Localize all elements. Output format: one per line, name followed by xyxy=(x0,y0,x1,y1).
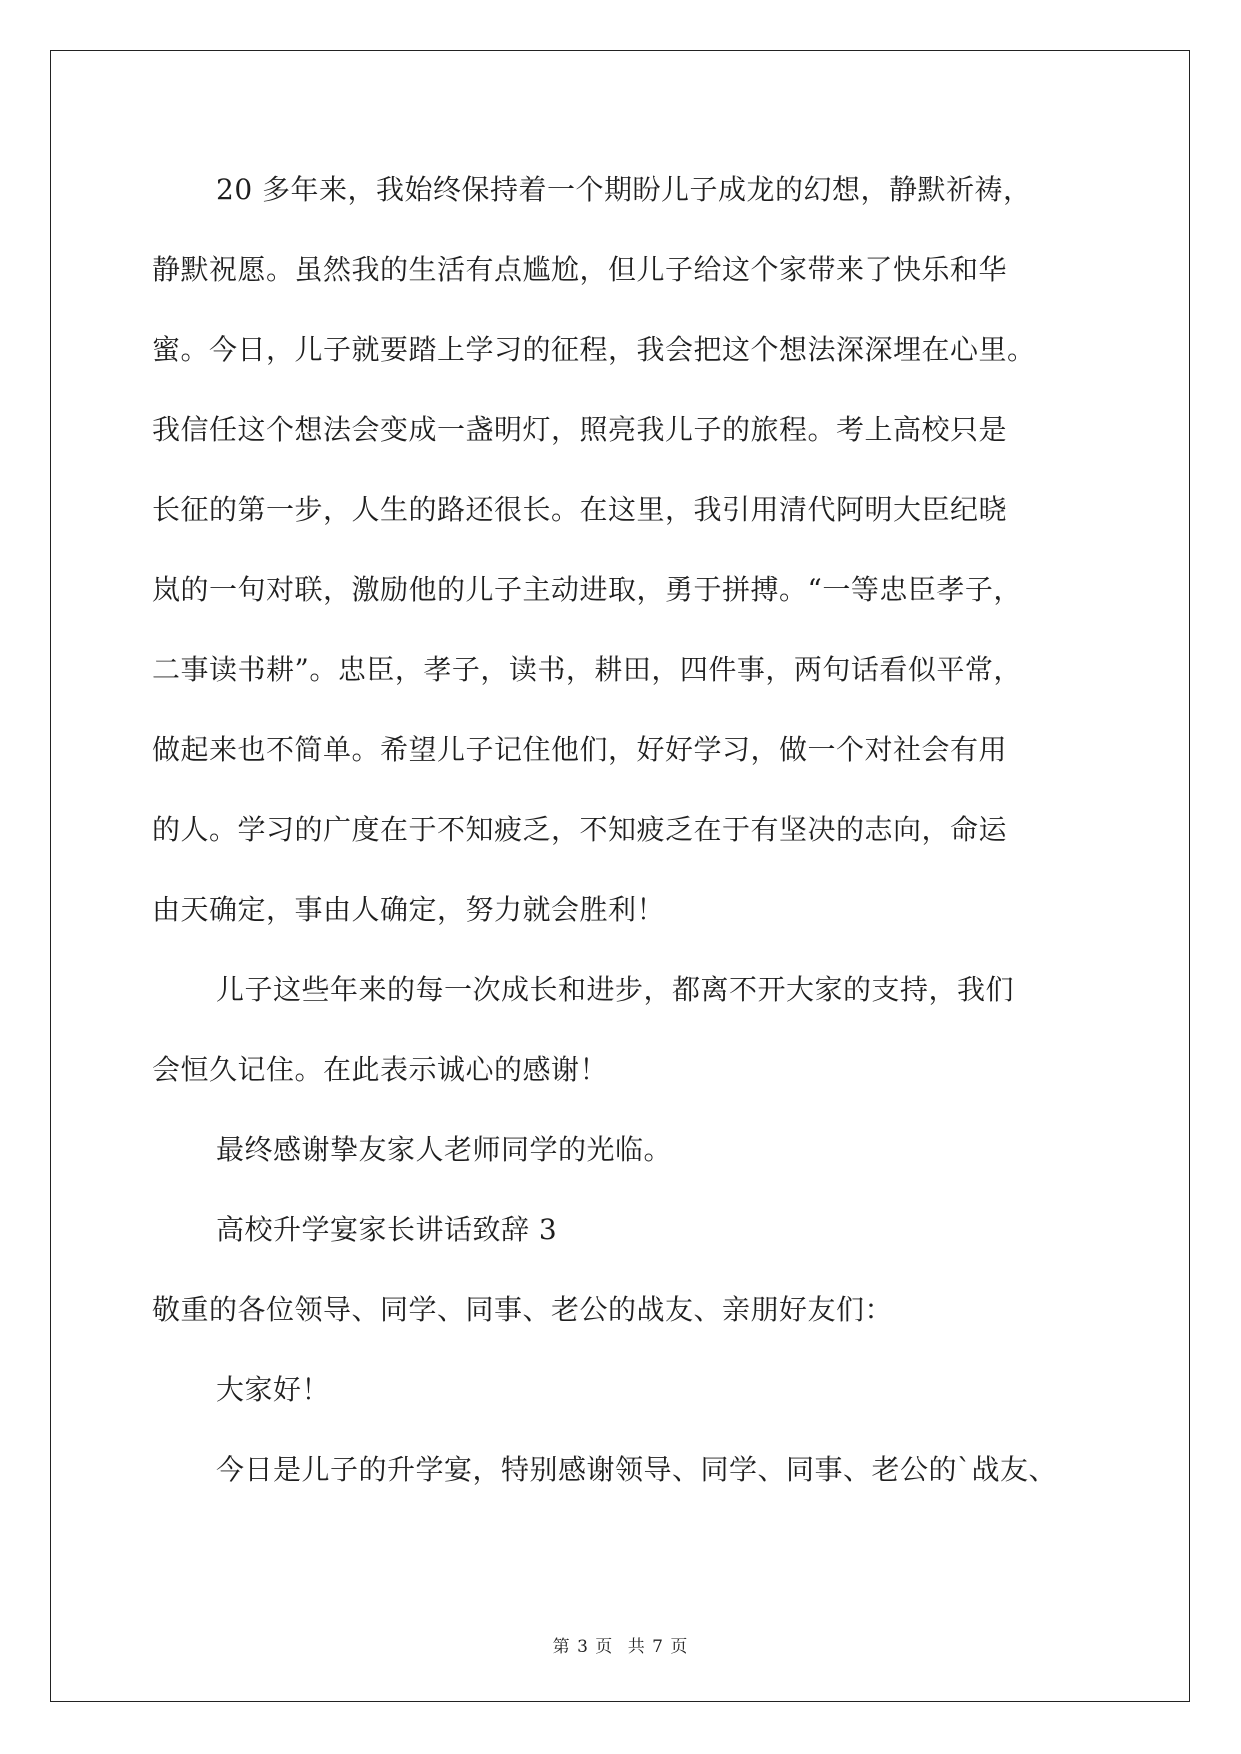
paragraph-line: 静默祝愿。虽然我的生活有点尴尬，但儿子给这个家带来了快乐和华 xyxy=(152,253,1008,286)
paragraph-line: 最终感谢挚友家人老师同学的光临。 xyxy=(216,1133,673,1166)
paragraph-line: 的人。学习的广度在于不知疲乏，不知疲乏在于有坚决的志向，命运 xyxy=(152,813,1008,846)
greeting-line: 大家好！ xyxy=(216,1373,331,1406)
document-body xyxy=(152,164,1090,1524)
section-heading: 高校升学宴家长讲话致辞 3 xyxy=(216,1213,558,1246)
paragraph-line: 今日是儿子的升学宴，特别感谢领导、同学、同事、老公的`战友、 xyxy=(216,1453,1058,1486)
salutation-line: 敬重的各位领导、同学、同事、老公的战友、亲朋好友们： xyxy=(152,1293,894,1326)
paragraph-line: 岚的一句对联，激励他的儿子主动进取，勇于拼搏。“一等忠臣孝子， xyxy=(152,573,1022,606)
page-number: 第 3 页 xyxy=(552,1637,614,1657)
paragraph-line: 我信任这个想法会变成一盏明灯，照亮我儿子的旅程。考上高校只是 xyxy=(152,413,1008,446)
page-footer xyxy=(0,1632,1241,1657)
paragraph-line: 20 多年来，我始终保持着一个期盼儿子成龙的幻想，静默祈祷， xyxy=(216,173,1032,206)
paragraph-line: 会恒久记住。在此表示诚心的感谢！ xyxy=(152,1053,609,1086)
page-total: 共 7 页 xyxy=(627,1637,689,1657)
paragraph-line: 儿子这些年来的每一次成长和进步，都离不开大家的支持，我们 xyxy=(216,973,1015,1006)
paragraph-line: 二事读书耕”。忠臣，孝子，读书，耕田，四件事，两句话看似平常， xyxy=(152,653,1022,686)
paragraph-line: 蜜。今日，儿子就要踏上学习的征程，我会把这个想法深深埋在心里。 xyxy=(152,333,1036,366)
paragraph-line: 做起来也不简单。希望儿子记住他们，好好学习，做一个对社会有用 xyxy=(152,733,1008,766)
paragraph-line: 长征的第一步，人生的路还很长。在这里，我引用清代阿明大臣纪晓 xyxy=(152,493,1008,526)
paragraph-line: 由天确定，事由人确定，努力就会胜利！ xyxy=(152,893,666,926)
